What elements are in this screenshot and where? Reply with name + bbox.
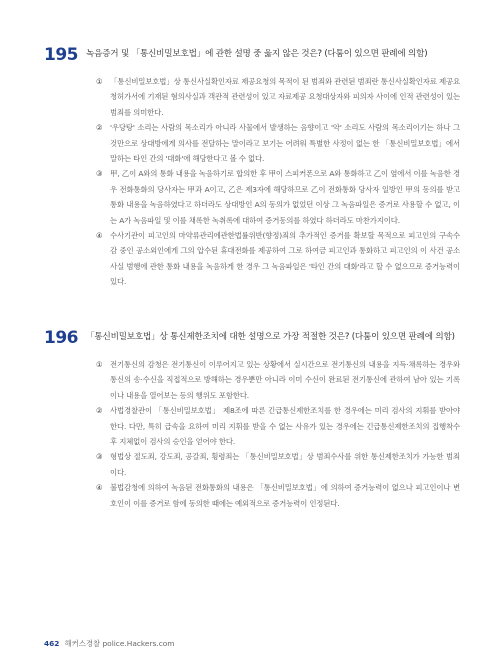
option-item: [96, 357, 460, 403]
option-mark: ①: [96, 360, 103, 369]
option-item: [96, 74, 460, 120]
option-list: [96, 357, 460, 511]
option-mark: ③: [96, 169, 103, 179]
question-195: [44, 46, 464, 290]
question-text: 「통신비밀보호법」상 통신제한조치에 대한 설명으로 가장 적절한 것은? (다툼이 있으면 판례에 의함): [86, 332, 455, 342]
question-header: [44, 329, 464, 347]
option-mark: ①: [96, 77, 103, 86]
question-196: [44, 329, 464, 511]
question-text: 녹음증거 및 「통신비밀보호법」에 관한 설명 중 옳지 않은 것은? (다툼이 있으면 판례에 의함): [86, 49, 428, 59]
option-text: 甲, 乙이 A와의 통화 내용을 녹음하기로 합의한 후 甲이 스피커폰으로 A와 통화하고 乙이 옆에서 이를 녹음한 경우 전화통화의 당사자는 甲과 A이고, 乙은 제3자에 해당하므로 乙이 전화통화 당사자 일방인 甲의 동의를 받고 통화 내용을 녹음하였다고 하더라도 상대방인 A의 동의가 없었던 이상 그 녹음파일은 증거로 사용할 수 없고, 이는 A가 녹음파일 및 이를 채록한 녹취록에 대하여 증거동의를 하였다 하더라도 마찬가지이다.: [110, 169, 460, 225]
option-item: [96, 480, 460, 511]
option-text: '우당탕' 소리는 사람의 목소리가 아니라 사물에서 발생하는 음향이고 '악' 소리도 사람의 목소리이기는 하나 그것만으로 상대방에게 의사를 전달하는 말이라고 보기는 어려워 특별한 사정이 없는 한 「통신비밀보호법」에서 말하는 타인 간의 '대화'에 해당한다고 볼 수 없다.: [110, 123, 460, 164]
question-number: 195: [44, 45, 78, 65]
question-number: 196: [44, 328, 78, 348]
option-text: 전기통신의 감청은 전기통신이 이루어지고 있는 상황에서 실시간으로 전기통신의 내용을 지득·채록하는 경우와 통신의 송·수신을 직접적으로 방해하는 경우뿐만 아니라 이미 수신이 완료된 전기통신에 관하여 남아 있는 기록이나 내용을 열어보는 등의 행위도 포함한다.: [110, 360, 460, 400]
option-text: 형법상 절도죄, 강도죄, 공갈죄, 횡령죄는 「통신비밀보호법」상 범죄수사를 위한 통신제한조치가 가능한 범죄이다.: [110, 452, 460, 477]
page-footer: [44, 638, 175, 649]
option-mark: ④: [96, 483, 103, 493]
option-mark: ③: [96, 452, 103, 462]
option-item: [96, 403, 460, 449]
option-mark: ②: [96, 123, 103, 133]
option-text: 사법경찰관이 「통신비밀보호법」 제8조에 따른 긴급통신제한조치를 한 경우에는 미리 검사의 지휘를 받아야 한다. 다만, 특히 급속을 요하여 미리 지휘를 받을 수 없는 사유가 있는 경우에는 긴급통신제한조치의 집행착수 후 지체없이 검사의 승인을 얻어야 한다.: [110, 406, 460, 447]
option-list: [96, 74, 460, 290]
option-text: 불법감청에 의하여 녹음된 전화통화의 내용은 「통신비밀보호법」에 의하여 증거능력이 없으나 피고인이나 변호인이 이를 증거로 함에 동의한 때에는 예외적으로 증거능력이 인정된다.: [110, 483, 460, 508]
publisher-brand: 해커스경찰 police.Hackers.com: [64, 639, 175, 648]
option-item: [96, 166, 460, 228]
option-item: [96, 449, 460, 480]
option-mark: ②: [96, 406, 103, 416]
page-number: 462: [44, 639, 60, 648]
question-header: [44, 46, 464, 64]
option-item: [96, 228, 460, 290]
option-item: [96, 120, 460, 166]
option-mark: ④: [96, 231, 103, 241]
option-text: 수사기관이 피고인의 마약류관리에관한법률위반(향정)죄의 추가적인 증거를 확보할 목적으로 피고인의 구속수감 중인 공소외인에게 그의 압수된 휴대전화를 제공하여 그로 하여금 피고인과 통화하고 피고인의 이 사건 공소사실 범행에 관한 통화 내용을 녹음하게 한 경우 그 녹음파일은 '타인 간의 대화'라고 할 수 없으므로 증거능력이 있다.: [110, 231, 460, 287]
option-text: 「통신비밀보호법」상 통신사실확인자료 제공요청의 목적이 된 범죄와 관련된 범죄란 통신사실확인자료 제공요청허가서에 기재된 혐의사실과 객관적 관련성이 있고 자료제공 요청대상자와 피의자 사이에 인적 관련성이 있는 범죄를 의미한다.: [110, 77, 460, 117]
